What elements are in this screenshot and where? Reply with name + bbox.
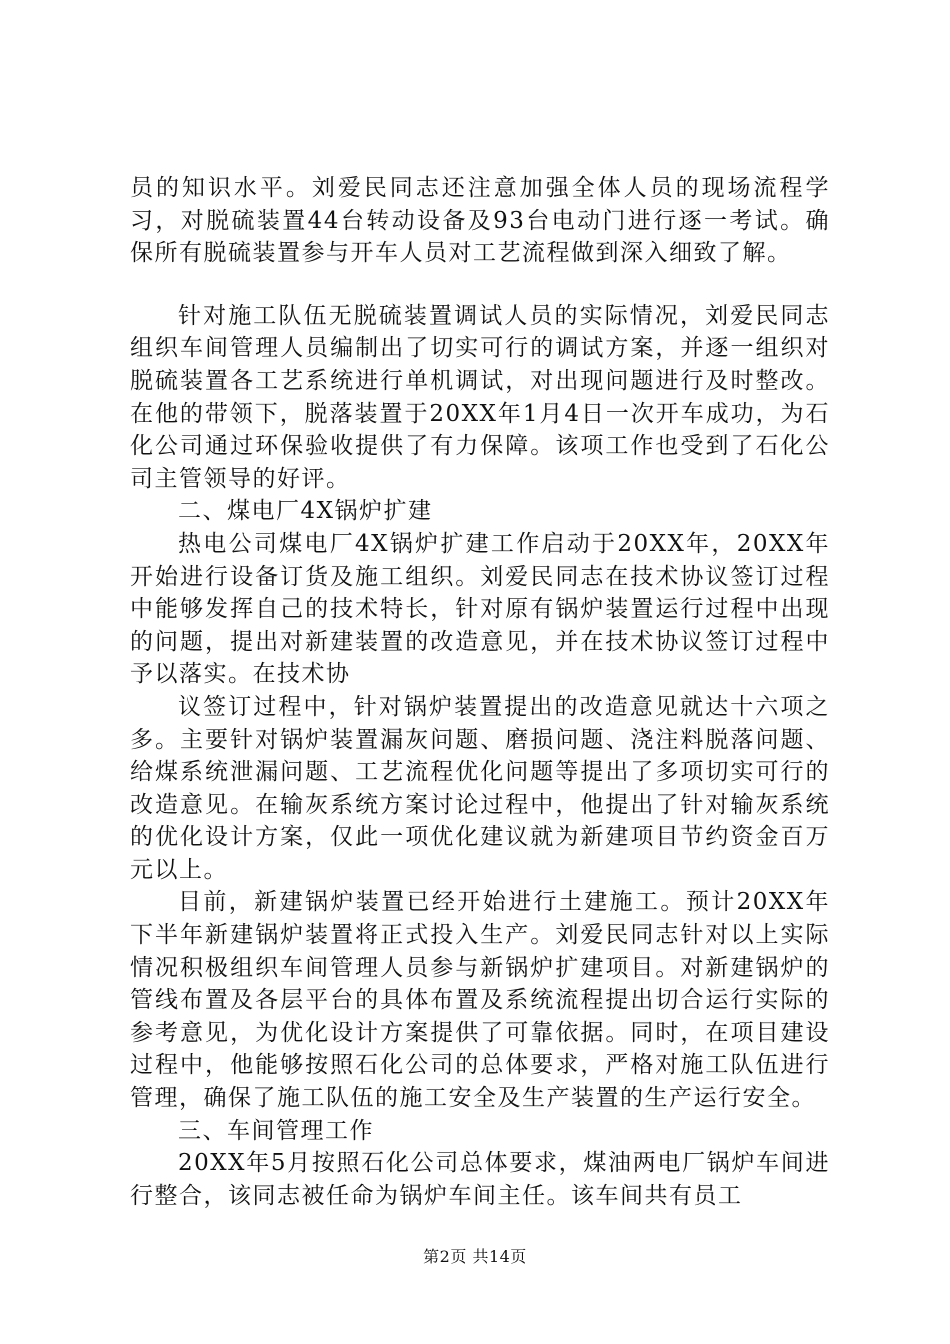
paragraph-6: 20XX年5月按照石化公司总体要求，煤油两电厂锅炉车间进行整合，该同志被任命为锅炉车间主任。该车间共有员工 <box>130 1150 830 1209</box>
paragraph-2: 针对施工队伍无脱硫装置调试人员的实际情况，刘爱民同志组织车间管理人员编制出了切实可行的调试方案，并逐一组织对脱硫装置各工艺系统进行单机调试，对出现问题进行及时整改。在他的带领下，脱落装置于20XX年1月4日一次开车成功，为石化公司通过环保验收提供了有力保障。该项工作也受到了石化公司主管领导的好评。 <box>130 302 830 492</box>
section-heading-2: 二、煤电厂4X锅炉扩建 <box>178 498 433 525</box>
paragraph-3: 热电公司煤电厂4X锅炉扩建工作启动于20XX年，20XX年开始进行设备订货及施工组织。刘爱民同志在技术协议签订过程中能够发挥自己的技术特长，针对原有锅炉装置运行过程中出现的问题，提出对新建装置的改造意见，并在技术协议签订过程中予以落实。在技术协 <box>130 530 830 688</box>
section-heading-3: 三、车间管理工作 <box>178 1117 374 1144</box>
paragraph-1: 员的知识水平。刘爱民同志还注意加强全体人员的现场流程学习，对脱硫装置44台转动设备及93台电动门进行逐一考试。确保所有脱硫装置参与开车人员对工艺流程做到深入细致了解。 <box>130 175 830 267</box>
page-number-footer: 第2页 共14页 <box>423 1247 527 1266</box>
paragraph-4: 议签订过程中，针对锅炉装置提出的改造意见就达十六项之多。主要针对锅炉装置漏灰问题、磨损问题、浇注料脱落问题、给煤系统泄漏问题、工艺流程优化问题等提出了多项切实可行的改造意见。在输灰系统方案讨论过程中，他提出了针对输灰系统的优化设计方案，仅此一项优化建议就为新建项目节约资金百万元以上。 <box>130 693 830 883</box>
document-body <box>130 172 830 1212</box>
paragraph-5: 目前，新建锅炉装置已经开始进行土建施工。预计20XX年下半年新建锅炉装置将正式投入生产。刘爱民同志针对以上实际情况积极组织车间管理人员参与新锅炉扩建项目。对新建锅炉的管线布置及各层平台的具体布置及系统流程提出切合运行实际的参考意见，为优化设计方案提供了可靠依据。同时，在项目建设过程中，他能够按照石化公司的总体要求，严格对施工队伍进行管理，确保了施工队伍的施工安全及生产装置的生产运行安全。 <box>130 889 830 1112</box>
